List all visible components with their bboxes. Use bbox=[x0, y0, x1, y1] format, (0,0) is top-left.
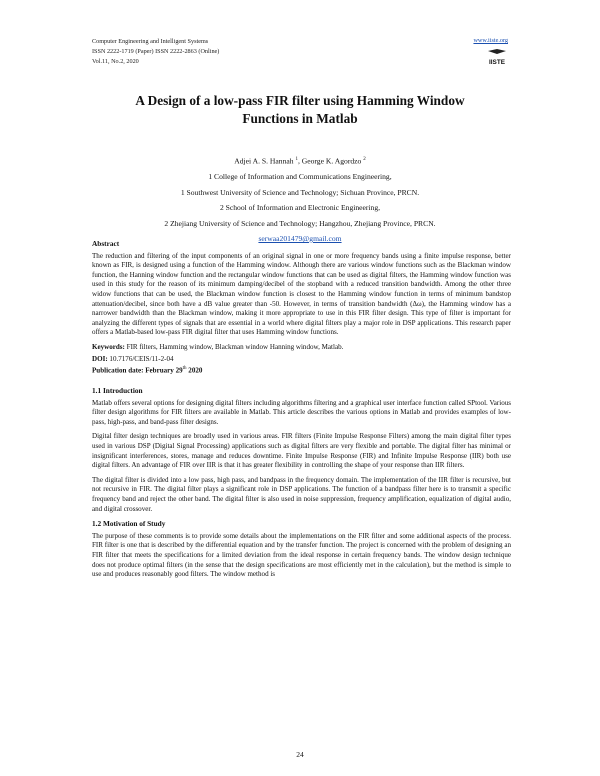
author-block bbox=[80, 152, 520, 247]
pubdate-value: February 29 bbox=[143, 366, 183, 375]
doi bbox=[92, 355, 511, 365]
keywords-label: Keywords: bbox=[92, 342, 125, 351]
motivation-paragraph-1: The purpose of these comments is to provide some details about the implementations on the FIR filter and some additional aspects of the process. FIR filter is one that is described by the differential equation and by the transfer function. The project is concerned with the problem of designing an FIR filter that meets the specifications for a limited deviation from the ideal response in certain frequency bands. The window design technique does not produce optimal filters (in the sense that the design specifications are most efficiently met in the calculation), but the method is simple to use and produces reasonably good filters. The window method is bbox=[92, 531, 511, 579]
pubdate-sup: th bbox=[182, 366, 187, 372]
author-email-link[interactable]: serwaa201479@gmail.com bbox=[258, 234, 342, 244]
affiliation-4: 2 Zhejiang University of Science and Technology; Hangzhou, Zhejiang Province, PRCN. bbox=[164, 218, 436, 228]
keywords bbox=[92, 343, 511, 353]
page-number: 24 bbox=[296, 750, 304, 759]
pubdate-year: 2020 bbox=[186, 366, 203, 375]
paper-body bbox=[92, 239, 511, 585]
introduction-paragraph-1: Matlab offers several options for designing digital filters including algorithms filtering and a graphical user interface function called SPtool. Various filter design algorithms for FIR filters are available in Matlab. This article describes the various options in Matlab and provides examples of low-pass, high-pass, and band-pass filter designs. bbox=[92, 398, 511, 426]
affiliation-3: 2 School of Information and Electronic Engineering, bbox=[219, 203, 381, 213]
motivation-heading: 1.2 Motivation of Study bbox=[92, 519, 166, 529]
author-2-sup: 2 bbox=[363, 157, 366, 162]
author-1-sup: 1 bbox=[295, 157, 298, 162]
pubdate-label: Publication date: bbox=[92, 366, 144, 375]
keywords-text: FIR filters, Hamming window, Blackman window Hanning window, Matlab. bbox=[124, 342, 344, 351]
abstract-text: The reduction and filtering of the input components of an original signal in one or more frequency bands using a finite impulse response, better known as FIR, is designed using a function of the Hamming window. Although there are various window functions such as the Blackman window function, the Hanning window function and the rectangular window functions that can be used as digital filters, the Hamming window function was used in this study for the reason of its minimum damping/decibel of the stopband with a reduced transition bandwidth. Among the other three widow functions that can be used, the Blackman window function is closest to the Hamming window function in terms of minimum bandstop attenuation/decibel, since both have a dB value greater than -50. However, in terms of transition bandwidth (Δω), the Hamming window has a narrower bandwidth than the Blackman window, making it more appropriate to use in this FIR filter design. This type of filter is important for analyzing the different types of signals that are essential in a world where digital filters play a major role in DSP applications. This research paper offers a Matlab-based low-pass FIR digital filter that uses Hamming window functions. bbox=[92, 251, 511, 337]
doi-label: DOI: bbox=[92, 354, 108, 363]
publication-date bbox=[92, 364, 511, 376]
introduction-paragraph-2: Digital filter design techniques are broadly used in various areas. FIR filters (Finite Impulse Response Filters) among the main digital filter types used in various DSP (Digital Signal Processing) applications such as digital filters are very flexible and portable. The digital filter has minimal or insignificant interferences, stores, manage and reduces downtime. Finite Impulse Response (FIR) and Infinite Impulse Response (IIR) both use digital filters. An advantage of FIR over IIR is that it has greater flexibility in controlling the shape of your response than IIR filters. bbox=[92, 432, 511, 470]
introduction-paragraph-3: The digital filter is divided into a low pass, high pass, and bandpass in the frequency domain. The implementation of the IIR filter is recursive, but not recursive in FIR. The digital filter plays a significant role in DSP applications. The function of a bandpass filter here is to transmit a specific frequency band and reject the other band. The digital filter is also used in noise suppression, frequency amplification, equalization of digital audio, and digital crossover. bbox=[92, 475, 511, 513]
journal-name: Computer Engineering and Intelligent Systems bbox=[92, 38, 209, 45]
affiliation-2: 1 Southwest University of Science and Technology; Sichuan Province, PRCN. bbox=[180, 187, 420, 197]
title-line-1: A Design of a low-pass FIR filter using Hamming Window bbox=[135, 93, 465, 108]
journal-url-link[interactable]: www.iiste.org bbox=[473, 37, 508, 44]
journal-issn: ISSN 2222-1719 (Paper) ISSN 2222-2863 (Online) bbox=[92, 48, 220, 56]
author-line bbox=[80, 152, 520, 169]
author-separator: , bbox=[297, 156, 302, 166]
iiste-logo bbox=[486, 49, 508, 66]
author-1-name: Adjei A. S. Hannah bbox=[234, 156, 294, 166]
author-2-name: George K. Agordzo bbox=[301, 156, 362, 166]
title-line-2: Functions in Matlab bbox=[242, 111, 358, 126]
iiste-logo-text: IISTE bbox=[489, 59, 505, 66]
paper-title bbox=[80, 92, 520, 128]
doi-value: 10.7176/CEIS/11-2-04 bbox=[107, 354, 174, 363]
abstract-heading: Abstract bbox=[92, 239, 120, 248]
affiliation-1: 1 College of Information and Communications Engineering, bbox=[208, 172, 392, 182]
journal-header bbox=[92, 37, 219, 68]
introduction-heading: 1.1 Introduction bbox=[92, 386, 143, 396]
journal-volume: Vol.11, No.2, 2020 bbox=[92, 58, 139, 66]
